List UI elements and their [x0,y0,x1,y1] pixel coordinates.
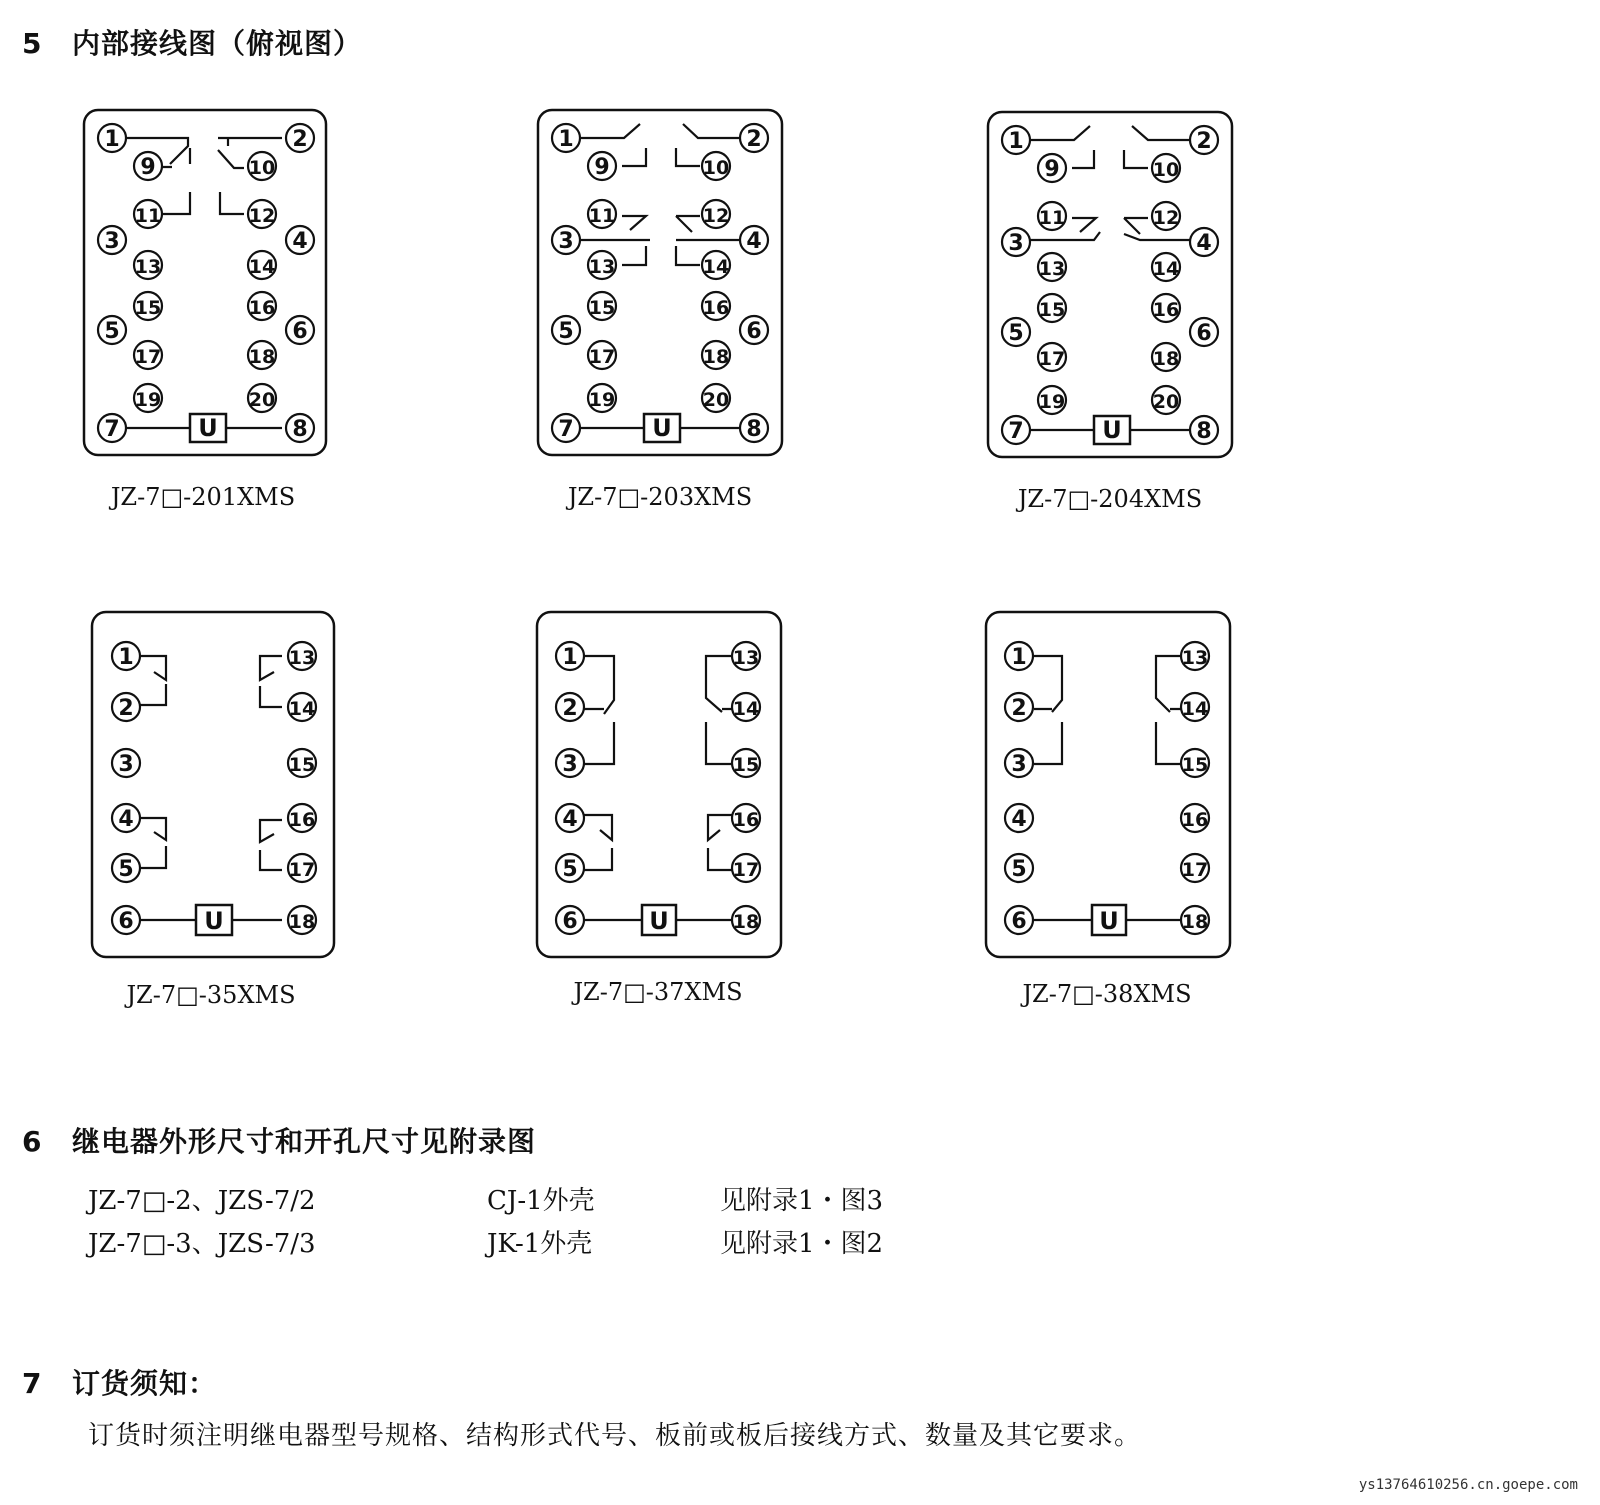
coil-label: U [649,907,669,935]
pin-number: 1 [104,127,120,152]
pin-number: 7 [558,417,574,442]
pin-number: 17 [1038,348,1066,370]
pin-number: 1 [558,127,574,152]
terminal-pin [1190,416,1218,444]
terminal-pin [588,200,616,228]
coil-label: U [652,414,672,442]
terminal-pin [98,414,126,442]
pin-number: 15 [1038,299,1066,321]
pin-number: 17 [732,859,760,881]
pin-number: 3 [118,752,134,777]
pin-number: 4 [1011,807,1027,832]
terminal-pin [556,642,584,670]
terminal-pin [1181,642,1209,670]
terminal-pin [588,292,616,320]
section-7-heading [22,1362,217,1402]
terminal-pin [98,124,126,152]
pin-number: 13 [288,647,316,669]
pin-number: 1 [1011,645,1027,670]
section-title: 内部接线图（俯视图） [72,27,363,60]
terminal-pin [1005,854,1033,882]
terminal-pin [286,124,314,152]
terminal-pin [112,642,140,670]
pin-number: 16 [248,297,276,319]
diagram-caption: JZ-7□-203XMS [567,483,753,511]
terminal-pin [112,906,140,934]
terminal-pin [732,642,760,670]
terminal-pin [732,854,760,882]
pin-number: 17 [1181,859,1209,881]
pin-number: 12 [1152,207,1180,229]
pin-number: 18 [288,911,316,933]
ordering-notice-text: 订货时须注明继电器型号规格、结构形式代号、板前或板后接线方式、数量及其它要求。 [88,1421,1142,1451]
terminal-pin [552,124,580,152]
pin-number: 19 [1038,391,1066,413]
pin-number: 5 [562,857,578,882]
pin-number: 12 [248,205,276,227]
section-title: 订货须知： [72,1367,218,1400]
relay-model: JZ-7□-2、JZS-7/2 [88,1186,316,1216]
pin-number: 2 [562,696,578,721]
pin-number: 11 [1038,207,1066,229]
terminal-pin [112,854,140,882]
diagram-204xms [988,112,1232,457]
terminal-pin [1181,749,1209,777]
pin-number: 9 [1044,157,1060,182]
coil-label: U [1102,416,1122,444]
terminal-pin [1038,154,1066,182]
section-title: 继电器外形尺寸和开孔尺寸见附录图 [72,1125,537,1158]
terminal-pin [288,749,316,777]
terminal-pin [112,749,140,777]
pin-number: 14 [288,698,316,720]
pin-number: 10 [702,157,730,179]
terminal-pin [1002,416,1030,444]
terminal-pin [702,292,730,320]
terminal-pin [1002,228,1030,256]
pin-number: 4 [746,229,762,254]
terminal-pin [702,341,730,369]
pin-number: 7 [1008,419,1024,444]
terminal-pin [740,414,768,442]
terminal-pin [732,749,760,777]
pin-number: 5 [1011,857,1027,882]
terminal-pin [248,384,276,412]
pin-number: 3 [558,229,574,254]
terminal-pin [1038,202,1066,230]
terminal-pin [1190,126,1218,154]
terminal-pin [740,124,768,152]
terminal-pin [1038,253,1066,281]
pin-number: 8 [292,417,308,442]
terminal-pin [1152,294,1180,322]
diagram-201xms [84,110,326,455]
terminal-pin [248,152,276,180]
terminal-pin [134,251,162,279]
pin-number: 17 [588,346,616,368]
terminal-pin [556,906,584,934]
pin-number: 14 [248,256,276,278]
coil-label: U [204,907,224,935]
terminal-pin [1002,318,1030,346]
pin-number: 3 [1008,231,1024,256]
terminal-pin [1152,343,1180,371]
terminal-pin [1038,343,1066,371]
pin-number: 6 [1196,321,1212,346]
appendix-ref: 见附录1・图3 [720,1186,884,1216]
terminal-pin [1152,386,1180,414]
terminal-pin [552,414,580,442]
pin-number: 13 [1038,258,1066,280]
pin-number: 16 [1152,299,1180,321]
terminal-pin [1181,906,1209,934]
terminal-pin [588,251,616,279]
pin-number: 4 [562,807,578,832]
terminal-pin [134,152,162,180]
pin-number: 3 [562,752,578,777]
terminal-pin [1005,906,1033,934]
pin-number: 10 [1152,159,1180,181]
pin-number: 13 [1181,647,1209,669]
pin-number: 17 [288,859,316,881]
pin-number: 6 [746,319,762,344]
terminal-pin [732,804,760,832]
pin-number: 15 [1181,754,1209,776]
pin-number: 8 [1196,419,1212,444]
pin-number: 18 [248,346,276,368]
pin-number: 5 [558,319,574,344]
terminal-pin [1181,693,1209,721]
terminal-pin [1152,253,1180,281]
diagram-caption: JZ-7□-201XMS [110,483,296,511]
terminal-pin [1038,386,1066,414]
pin-number: 14 [1181,698,1209,720]
pin-number: 15 [588,297,616,319]
pin-number: 4 [118,807,134,832]
terminal-pin [1005,642,1033,670]
pin-number: 2 [1011,696,1027,721]
terminal-pin [702,251,730,279]
pin-number: 15 [732,754,760,776]
pin-number: 16 [702,297,730,319]
coil-label: U [1099,907,1119,935]
pin-number: 9 [594,155,610,180]
terminal-pin [288,854,316,882]
terminal-pin [98,316,126,344]
pin-number: 4 [292,229,308,254]
pin-number: 11 [134,205,162,227]
terminal-pin [1005,749,1033,777]
pin-number: 18 [1152,348,1180,370]
pin-number: 5 [118,857,134,882]
pin-number: 4 [1196,231,1212,256]
terminal-pin [702,152,730,180]
pin-number: 5 [1008,321,1024,346]
pin-number: 12 [702,205,730,227]
terminal-pin [732,693,760,721]
terminal-pin [134,384,162,412]
pin-number: 3 [1011,752,1027,777]
terminal-pin [588,341,616,369]
coil-label: U [198,414,218,442]
terminal-pin [248,292,276,320]
pin-number: 13 [732,647,760,669]
diagram-caption: JZ-7□-204XMS [1017,485,1203,513]
pin-number: 18 [702,346,730,368]
section-number: 6 [22,1125,43,1158]
terminal-pin [702,384,730,412]
pin-number: 10 [248,157,276,179]
terminal-pin [1181,804,1209,832]
pin-number: 6 [1011,909,1027,934]
pin-number: 1 [1008,129,1024,154]
pin-number: 11 [588,205,616,227]
terminal-pin [248,251,276,279]
terminal-pin [112,804,140,832]
pin-number: 19 [588,389,616,411]
pin-number: 20 [248,389,276,411]
terminal-pin [134,292,162,320]
pin-number: 2 [118,696,134,721]
terminal-pin [134,341,162,369]
pin-number: 18 [732,911,760,933]
pin-number: 2 [292,127,308,152]
terminal-pin [740,226,768,254]
pin-number: 16 [732,809,760,831]
pin-number: 15 [134,297,162,319]
pin-number: 6 [292,319,308,344]
terminal-pin [732,906,760,934]
terminal-pin [552,226,580,254]
case-type: CJ-1外壳 [487,1186,595,1216]
pin-number: 6 [118,909,134,934]
terminal-pin [288,693,316,721]
pin-number: 19 [134,389,162,411]
terminal-pin [1038,294,1066,322]
pin-number: 1 [118,645,134,670]
pin-number: 18 [1181,911,1209,933]
terminal-pin [286,316,314,344]
pin-number: 9 [140,155,156,180]
pin-number: 20 [1152,391,1180,413]
terminal-pin [248,341,276,369]
pin-number: 13 [588,256,616,278]
pin-number: 8 [746,417,762,442]
terminal-pin [556,854,584,882]
terminal-pin [588,152,616,180]
terminal-pin [134,200,162,228]
relay-model: JZ-7□-3、JZS-7/3 [88,1229,316,1259]
pin-number: 14 [1152,258,1180,280]
terminal-pin [1190,318,1218,346]
terminal-pin [288,642,316,670]
terminal-pins [98,124,1218,934]
pin-number: 16 [288,809,316,831]
diagram-203xms [538,110,782,455]
pin-number: 14 [732,698,760,720]
pin-number: 15 [288,754,316,776]
section-number: 5 [22,27,43,60]
pin-number: 2 [746,127,762,152]
pin-number: 16 [1181,809,1209,831]
diagram-caption: JZ-7□-37XMS [573,978,743,1006]
terminal-pin [556,804,584,832]
diagram-caption: JZ-7□-38XMS [1022,980,1192,1008]
terminal-pin [286,226,314,254]
terminal-pin [1190,228,1218,256]
terminal-pin [1181,854,1209,882]
pin-number: 5 [104,319,120,344]
terminal-pin [1152,154,1180,182]
terminal-pin [1005,693,1033,721]
terminal-pin [556,693,584,721]
terminal-pin [288,804,316,832]
pin-number: 3 [104,229,120,254]
section-number: 7 [22,1367,43,1400]
section-6-heading [22,1120,536,1160]
pin-number: 2 [1196,129,1212,154]
terminal-pin [552,316,580,344]
terminal-pin [248,200,276,228]
terminal-pin [588,384,616,412]
pin-number: 17 [134,346,162,368]
pin-number: 13 [134,256,162,278]
terminal-pin [1002,126,1030,154]
pin-number: 6 [562,909,578,934]
pin-number: 1 [562,645,578,670]
pin-number: 7 [104,417,120,442]
diagram-caption: JZ-7□-35XMS [126,981,296,1009]
pin-number: 20 [702,389,730,411]
terminal-pin [740,316,768,344]
terminal-pin [1005,804,1033,832]
terminal-pin [112,693,140,721]
terminal-pin [556,749,584,777]
case-type: JK-1外壳 [487,1229,593,1259]
terminal-pin [286,414,314,442]
terminal-pin [98,226,126,254]
appendix-ref: 见附录1・图2 [720,1229,884,1259]
terminal-pin [702,200,730,228]
terminal-pin [288,906,316,934]
watermark-text: ys13764610256.cn.goepe.com [1358,1477,1578,1493]
pin-number: 14 [702,256,730,278]
terminal-pin [1152,202,1180,230]
